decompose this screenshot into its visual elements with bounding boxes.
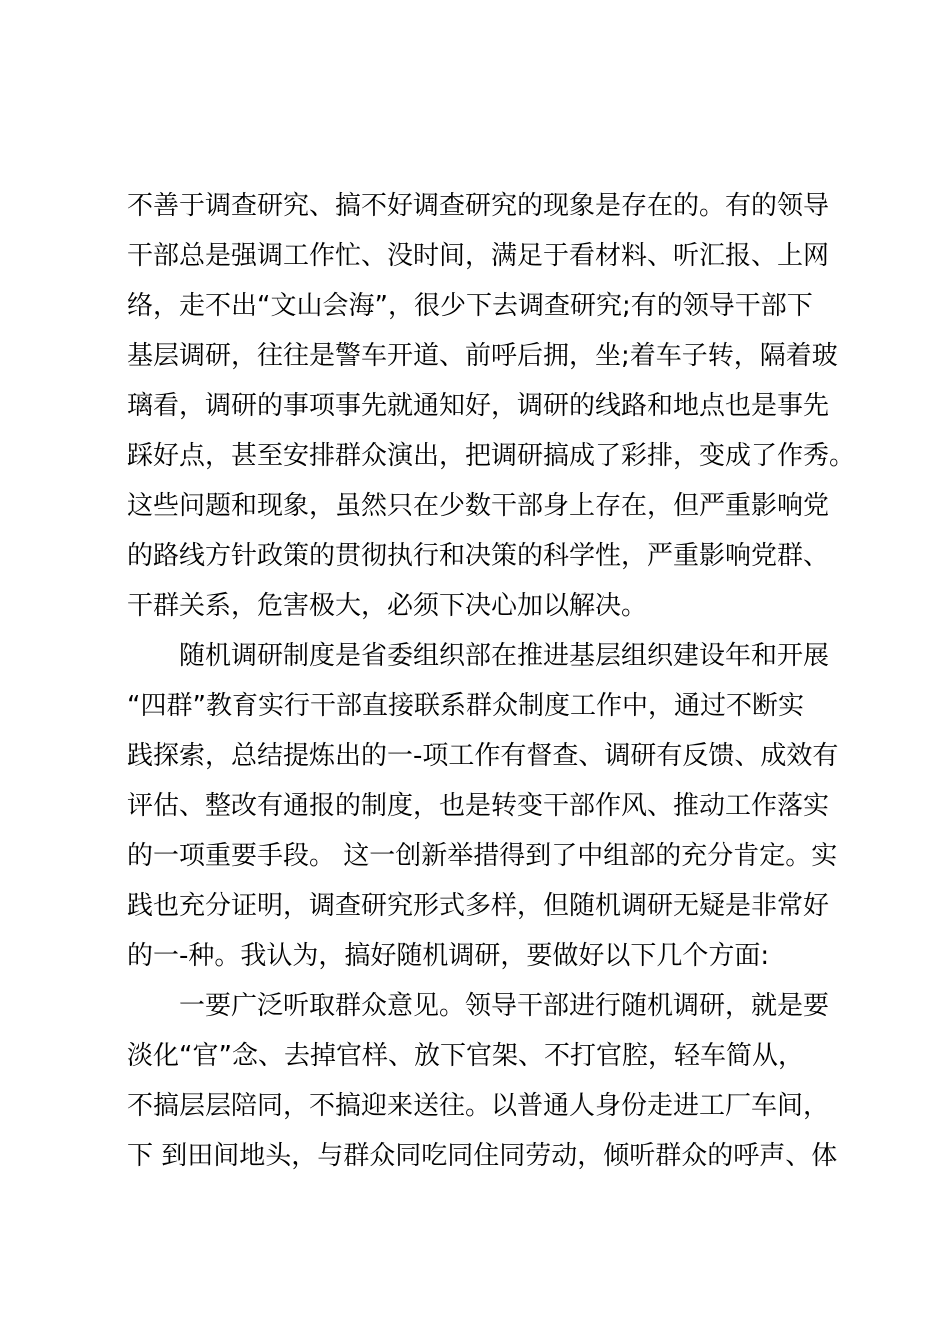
text-line: 的一-种。我认为，搞好随机调研，要做好以下几个方面: bbox=[127, 941, 770, 971]
text-line: 的一项重要手段。 这一创新举措得到了中组部的充分肯定。实 bbox=[127, 841, 838, 871]
text-line: 的路线方针政策的贯彻执行和决策的科学性，严重影响党群、 bbox=[127, 541, 830, 571]
text-line: 璃看，调研的事项事先就通知好，调研的线路和地点也是事先 bbox=[127, 391, 830, 421]
text-line: 踩好点，甚至安排群众演出，把调研搞成了彩排，变成了作秀。 bbox=[127, 441, 856, 471]
paragraph-1 bbox=[127, 181, 856, 631]
text-line: 践也充分证明，调查研究形式多样，但随机调研无疑是非常好 bbox=[127, 891, 830, 921]
text-line: 随机调研制度是省委组织部在推进基层组织建设年和开展 bbox=[179, 641, 830, 671]
text-line: “四群”教育实行干部直接联系群众制度工作中，通过不断实 bbox=[127, 691, 804, 721]
text-line: 不搞层层陪同，不搞迎来送往。以普通人身份走进工厂车间， bbox=[127, 1091, 830, 1121]
text-line: 践探索，总结提炼出的一-项工作有督查、调研有反馈、成效有 bbox=[127, 741, 839, 771]
text-line: 络，走不出“文山会海”，很少下去调查研究;有的领导干部下 bbox=[127, 291, 813, 321]
text-line: 一要广泛听取群众意见。领导干部进行随机调研，就是要 bbox=[179, 991, 830, 1021]
text-line: 基层调研，往往是警车开道、前呼后拥，坐;着车子转，隔着玻 bbox=[127, 341, 838, 371]
text-line: 这些问题和现象，虽然只在少数干部身上存在，但严重影响党 bbox=[127, 491, 830, 521]
text-line: 淡化“官”念、去掉官样、放下官架、不打官腔，轻车简从， bbox=[127, 1041, 804, 1071]
paragraph-3 bbox=[127, 981, 847, 1181]
text-line: 不善于调查研究、搞不好调查研究的现象是存在的。有的领导 bbox=[127, 191, 830, 221]
text-line: 干部总是强调工作忙、没时间，满足于看材料、听汇报、上网 bbox=[127, 241, 830, 271]
text-line: 评估、整改有通报的制度，也是转变干部作风、推动工作落实 bbox=[127, 791, 830, 821]
paragraph-2 bbox=[127, 631, 847, 981]
text-line: 下 到田间地头，与群众同吃同住同劳动，倾听群众的呼声、体 bbox=[127, 1141, 838, 1171]
text-line: 干群关系，危害极大，必须下决心加以解决。 bbox=[127, 591, 648, 621]
document-body bbox=[127, 181, 856, 1181]
